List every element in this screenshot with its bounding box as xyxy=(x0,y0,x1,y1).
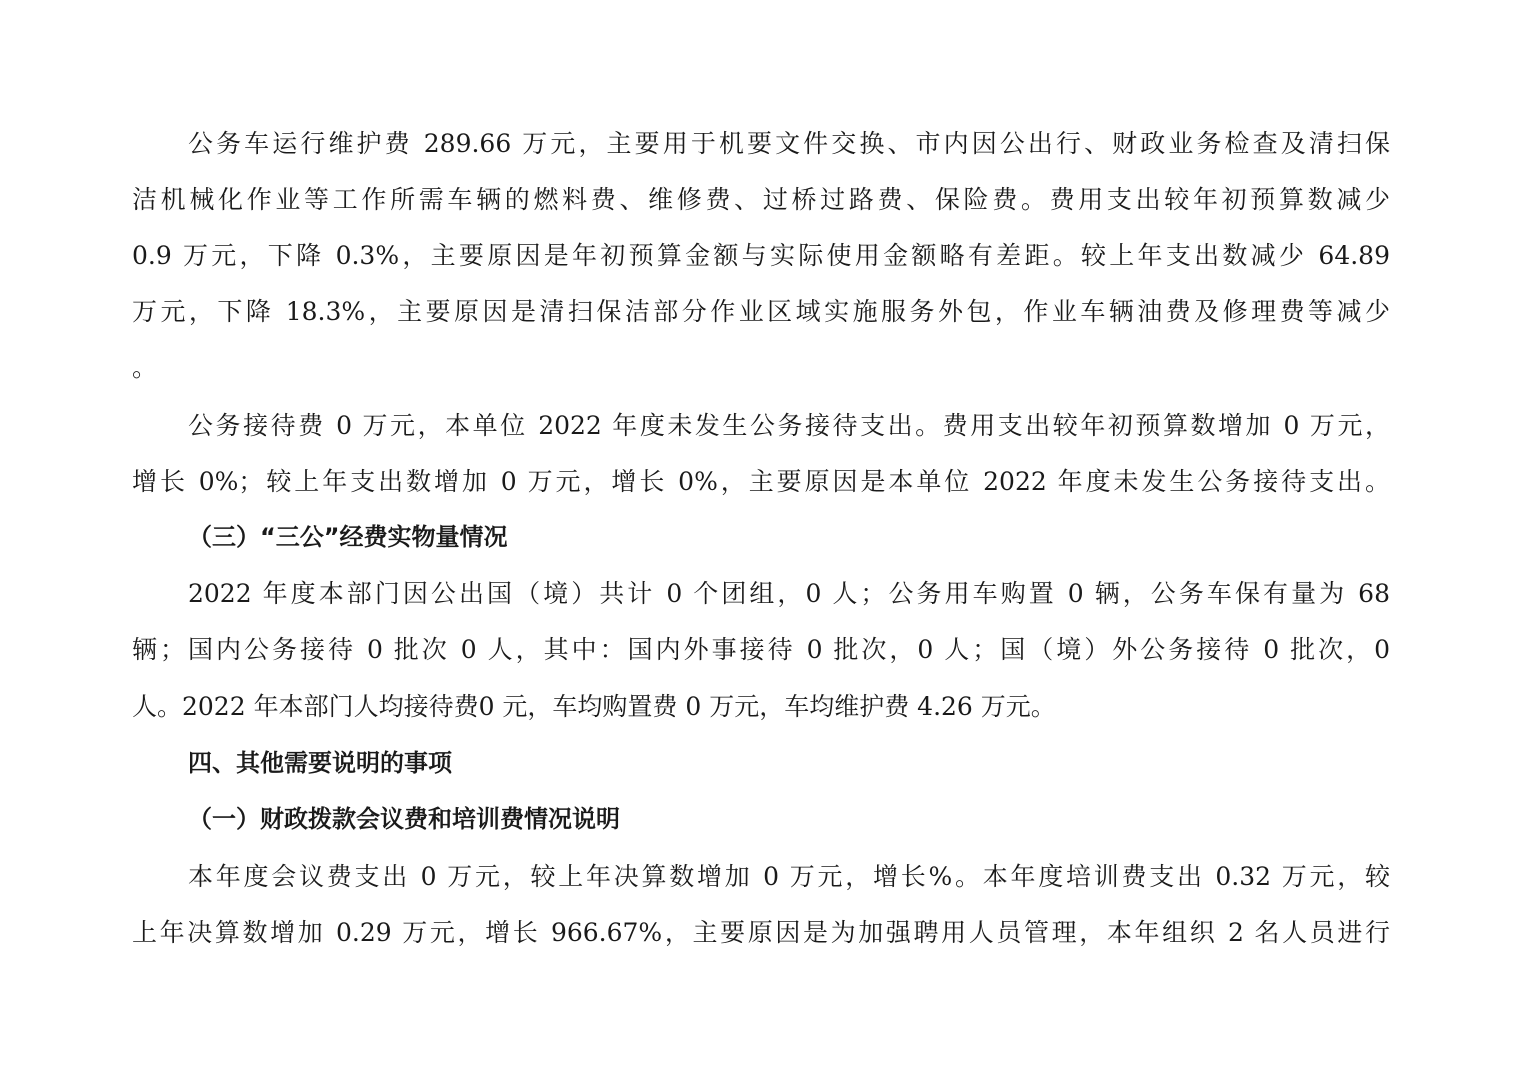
paragraph-line: 0.9 万元，下降 0.3%，主要原因是年初预算金额与实际使用金额略有差距。较上年支出数减少 64.89 xyxy=(132,241,1390,270)
paragraph-line: 万元，下降 18.3%，主要原因是清扫保洁部分作业区域实施服务外包，作业车辆油费及修理费等减少 xyxy=(132,297,1390,326)
paragraph-line: 本年度会议费支出 0 万元，较上年决算数增加 0 万元，增长%。本年度培训费支出 0.32 万元，较 xyxy=(188,862,1390,891)
section-heading: （三）“三公”经费实物量情况 xyxy=(188,523,508,551)
paragraph-line: 辆；国内公务接待 0 批次 0 人，其中：国内外事接待 0 批次，0 人；国（境）外公务接待 0 批次，0 xyxy=(132,635,1390,664)
paragraph-line: 人。2022 年本部门人均接待费0 元，车均购置费 0 万元，车均维护费 4.26 万元。 xyxy=(132,692,1056,721)
paragraph-line: 2022 年度本部门因公出国（境）共计 0 个团组，0 人；公务用车购置 0 辆，公务车保有量为 68 xyxy=(188,579,1390,608)
paragraph-line: 洁机械化作业等工作所需车辆的燃料费、维修费、过桥过路费、保险费。费用支出较年初预算数减少 xyxy=(132,185,1390,214)
paragraph-line: 增长 0%；较上年支出数增加 0 万元，增长 0%，主要原因是本单位 2022 年度未发生公务接待支出。 xyxy=(132,467,1390,496)
paragraph-line: 。 xyxy=(132,353,158,382)
paragraph-line: 上年决算数增加 0.29 万元，增长 966.67%，主要原因是为加强聘用人员管理，本年组织 2 名人员进行 xyxy=(132,918,1390,947)
paragraph-line: 公务接待费 0 万元，本单位 2022 年度未发生公务接待支出。费用支出较年初预算数增加 0 万元， xyxy=(188,411,1390,440)
section-heading: 四、其他需要说明的事项 xyxy=(188,749,452,777)
subsection-heading: （一）财政拨款会议费和培训费情况说明 xyxy=(188,805,620,833)
paragraph-line: 公务车运行维护费 289.66 万元，主要用于机要文件交换、市内因公出行、财政业务检查及清扫保 xyxy=(188,129,1390,158)
